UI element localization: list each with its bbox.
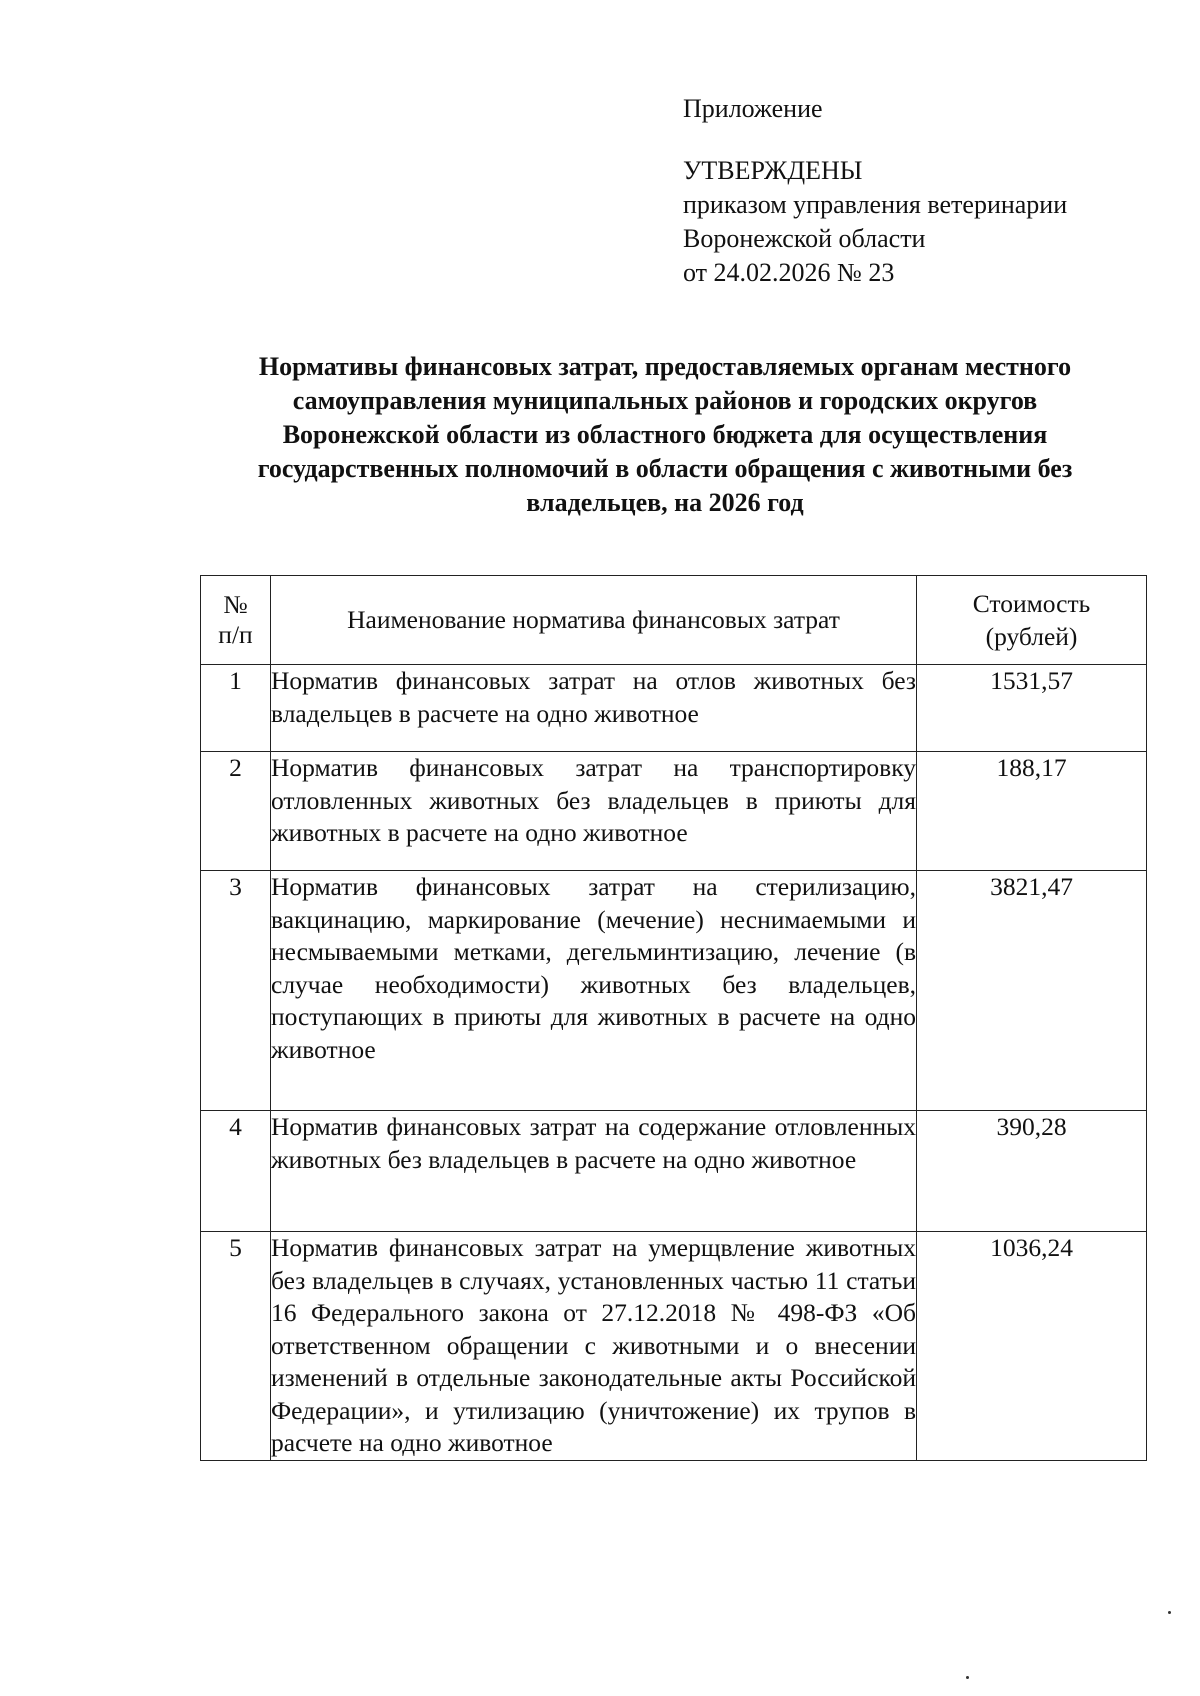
row-cost: 1036,24 [917, 1232, 1147, 1461]
table-row [201, 752, 1147, 871]
header-cost [917, 576, 1147, 665]
row-number: 2 [201, 752, 271, 871]
table-header-row [201, 576, 1147, 665]
approval-date-line: от 24.02.2026 № 23 [683, 258, 895, 287]
title-line: самоуправления муниципальных районов и городских округов [292, 386, 1038, 415]
row-cost: 3821,47 [917, 871, 1147, 1111]
approved-label: УТВЕРЖДЕНЫ [683, 156, 863, 185]
document-title [200, 350, 1130, 520]
approval-region-line: Воронежской области [683, 224, 926, 253]
row-name: Норматив финансовых затрат на отлов животных без владельцев в расчете на одно животное [271, 665, 917, 752]
title-line: владельцев, на 2026 год [526, 488, 804, 517]
row-cost: 1531,57 [917, 665, 1147, 752]
header-cost-label: Стоимость [972, 589, 1091, 618]
row-name: Норматив финансовых затрат на содержание отловленных животных без владельцев в расчете на одно животное [271, 1111, 917, 1232]
row-number: 5 [201, 1232, 271, 1461]
row-name: Норматив финансовых затрат на умерщвление животных без владельцев в случаях, установленных частью 11 статьи 16 Федерального закона от 27.12.2018 № 498-ФЗ «Об ответственном обращении с животными и о внесении изменений в отдельные законодательные акты Российской Федерации», и утилизацию (уничтожение) их трупов в расчете на одно животное [271, 1232, 917, 1461]
header-name: Наименование норматива финансовых затрат [271, 576, 917, 665]
scan-speck [966, 1676, 969, 1679]
table-row [201, 1232, 1147, 1461]
title-line: государственных полномочий в области обращения с животными без [257, 454, 1073, 483]
row-name: Норматив финансовых затрат на транспортировку отловленных животных без владельцев в приюты для животных в расчете на одно животное [271, 752, 917, 871]
header-number [201, 576, 271, 665]
header-cost-unit: (рублей) [985, 622, 1078, 651]
title-line: Нормативы финансовых затрат, предоставляемых органам местного [258, 352, 1072, 381]
table-row [201, 871, 1147, 1111]
table-row [201, 665, 1147, 752]
row-name: Норматив финансовых затрат на стерилизацию, вакцинацию, маркирование (мечение) неснимаемыми и несмываемыми метками, дегельминтизацию, лечение (в случае необходимости) животных без владельцев, поступающих в приюты для животных в расчете на одно животное [271, 871, 917, 1111]
row-cost: 188,17 [917, 752, 1147, 871]
table-row [201, 1111, 1147, 1232]
header-number-sign: № [223, 590, 248, 619]
approval-order-line: приказом управления ветеринарии [683, 190, 1068, 219]
norms-table [200, 575, 1147, 1461]
row-cost: 390,28 [917, 1111, 1147, 1232]
scan-speck [1168, 1611, 1171, 1614]
row-number: 3 [201, 871, 271, 1111]
header-number-pp: п/п [218, 620, 253, 649]
row-number: 4 [201, 1111, 271, 1232]
appendix-label: Приложение [683, 94, 823, 123]
approval-block [683, 92, 1067, 290]
row-number: 1 [201, 665, 271, 752]
title-line: Воронежской области из областного бюджета для осуществления [282, 420, 1048, 449]
